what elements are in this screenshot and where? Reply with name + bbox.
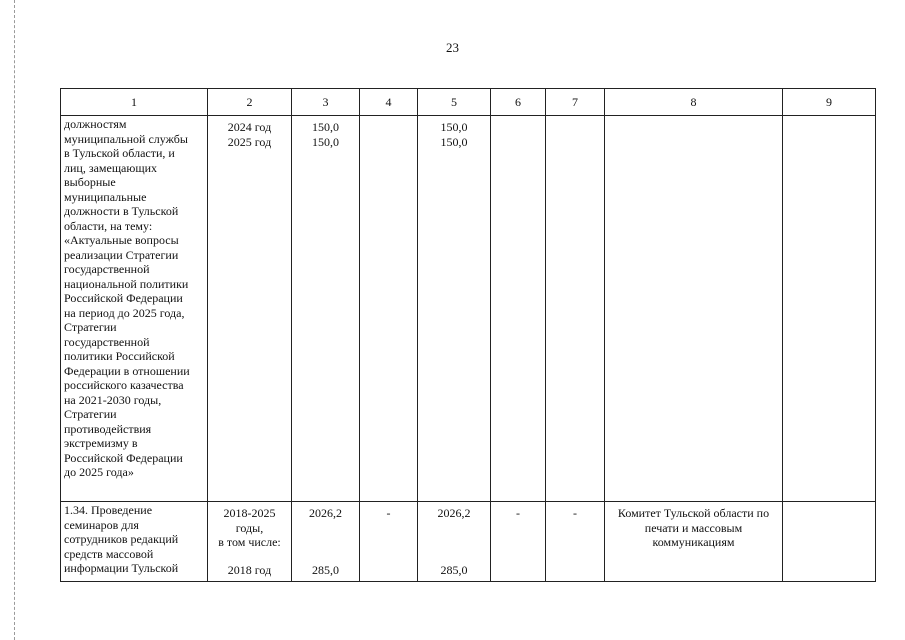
period-range-text: 2018-2025 годы, в том числе: [218,506,281,549]
header-col-1: 1 [61,89,208,116]
executor-text: Комитет Тульской области по печати и массовым коммуникациям [617,506,770,549]
page-number: 23 [446,40,459,55]
col6-text [491,116,545,120]
period-cell [208,502,292,582]
total-amount-cell [292,116,360,502]
header-col-5: 5 [418,89,491,116]
activity-description-cell [61,116,208,502]
header-col-2: 2 [208,89,292,116]
col4-dash: - [386,506,391,520]
header-col-8: 8 [605,89,783,116]
col5-year-text: 285,0 [440,562,468,577]
activity-description-text: должностям муниципальной службы в Тульской области, и лиц, замещающих выборные муниципальные должности в Тульской области, на тему: «Актуальные вопросы реализации Стратегии государственной национальной политики Российской Федерации на период до 2025 года, Стратегии государственной политики Российской Федерации в отношении российского казачества на 2021-2030 годы, Стратегии противодействия экстремизму в Российской Федерации до 2025 года» [64,117,190,479]
total-amount-text: 2026,2 [309,506,342,520]
col4-cell [360,116,418,502]
col6-cell [491,502,546,582]
total-amount-cell [292,502,360,582]
table-row-1-34 [61,502,876,582]
executor-cell [605,502,783,582]
binding-margin-line [14,0,15,640]
col7-dash: - [573,506,577,520]
executor-text [605,116,782,120]
result-cell [783,502,876,582]
col6-dash: - [516,506,520,520]
table-header-row [61,89,876,116]
executor-cell [605,116,783,502]
col5-total-text: 2026,2 [437,506,471,520]
col4-cell [360,502,418,582]
total-amount-text: 150,0 150,0 [312,120,339,149]
result-cell [783,116,876,502]
col5-cell [418,502,491,582]
header-col-3: 3 [292,89,360,116]
col6-cell [491,116,546,502]
col7-cell [546,502,605,582]
header-col-6: 6 [491,89,546,116]
col5-text: 150,0 150,0 [440,120,468,149]
col7-text [546,116,604,120]
col7-cell [546,116,605,502]
period-year-text: 2018 год [227,562,272,577]
activity-description-text: 1.34. Проведение семинаров для сотрудников редакций средств массовой информации Тульской [64,503,179,575]
result-text [783,116,875,120]
header-col-9: 9 [783,89,876,116]
program-table [60,88,876,582]
result-text [783,502,875,506]
col4-text [360,116,417,120]
header-col-4: 4 [360,89,418,116]
col5-cell [418,116,491,502]
year-amount-text: 285,0 [312,562,339,577]
period-cell [208,116,292,502]
header-col-7: 7 [546,89,605,116]
activity-description-cell [61,502,208,582]
period-text: 2024 год 2025 год [227,120,272,149]
table-row-continuation [61,116,876,502]
